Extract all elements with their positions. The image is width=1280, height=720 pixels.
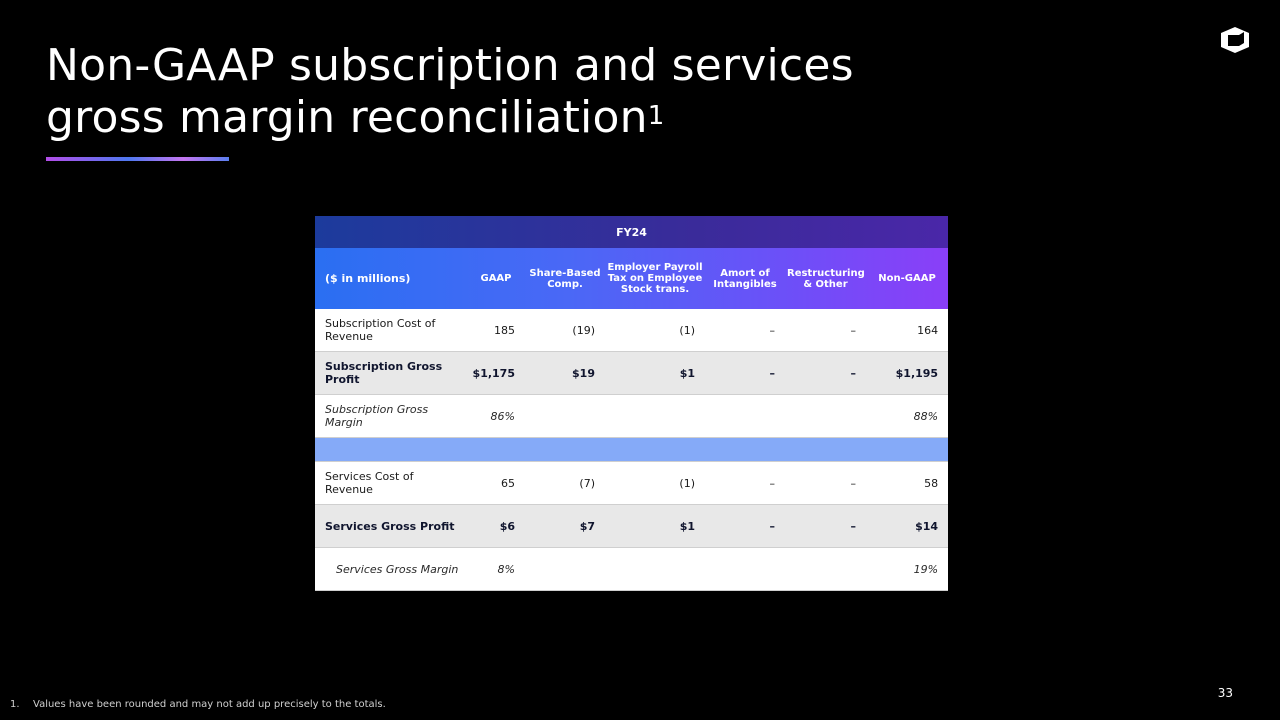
col-header-amort-intangibles: Amort of Intangibles	[713, 267, 777, 290]
cell-sbc	[525, 548, 605, 591]
cell-non-gaap: 164	[866, 309, 948, 352]
period-label: FY24	[315, 216, 948, 248]
page-title	[46, 40, 854, 144]
footnote-number: 1.	[10, 699, 20, 710]
cell-restructuring: –	[785, 352, 866, 395]
row-label: Services Gross Margin	[315, 548, 467, 591]
cell-payroll: $1	[605, 505, 705, 548]
cell-amort	[705, 548, 785, 591]
cell-gaap: 185	[467, 309, 525, 352]
title-line-2	[46, 92, 854, 144]
title-line-1: Non-GAAP subscription and services	[46, 40, 854, 91]
cell-sbc: (7)	[525, 462, 605, 505]
row-label: Services Cost of Revenue	[315, 462, 467, 505]
cell-gaap: $6	[467, 505, 525, 548]
cell-amort: –	[705, 309, 785, 352]
cell-non-gaap: 19%	[866, 548, 948, 591]
row-label: Services Gross Profit	[315, 505, 467, 548]
cell-amort	[705, 395, 785, 438]
cell-gaap: 65	[467, 462, 525, 505]
column-header-row	[315, 248, 948, 309]
col-header-gaap: GAAP	[480, 273, 512, 284]
title-accent-bar	[46, 157, 229, 161]
table-row	[315, 395, 948, 438]
cell-sbc: (19)	[525, 309, 605, 352]
title-line-2-text: gross margin reconciliation	[46, 92, 648, 143]
cell-payroll	[605, 395, 705, 438]
col-header-share-based-comp: Share-Based Comp.	[529, 267, 601, 290]
cell-amort: –	[705, 352, 785, 395]
row-label: Subscription Gross Margin	[315, 395, 467, 438]
cell-restructuring: –	[785, 309, 866, 352]
title-footnote-ref: 1	[647, 101, 665, 131]
cell-amort: –	[705, 462, 785, 505]
cell-sbc: $7	[525, 505, 605, 548]
cell-non-gaap: 88%	[866, 395, 948, 438]
cell-sbc: $19	[525, 352, 605, 395]
cell-payroll: $1	[605, 352, 705, 395]
cell-sbc	[525, 395, 605, 438]
cell-restructuring	[785, 548, 866, 591]
period-header-row	[315, 216, 948, 248]
table-row	[315, 548, 948, 591]
row-label: Subscription Gross Profit	[315, 352, 467, 395]
table-row	[315, 505, 948, 548]
footnote-text: Values have been rounded and may not add up precisely to the totals.	[33, 699, 386, 710]
section-divider-row	[315, 438, 948, 462]
cell-restructuring: –	[785, 462, 866, 505]
col-header-non-gaap: Non-GAAP	[878, 273, 936, 284]
cell-non-gaap: $1,195	[866, 352, 948, 395]
col-header-employer-payroll-tax: Employer Payroll Tax on Employee Stock trans.	[607, 262, 703, 295]
cell-payroll	[605, 548, 705, 591]
footnote	[10, 699, 386, 710]
page-number: 33	[1217, 686, 1233, 700]
reconciliation-table	[315, 216, 948, 591]
cell-gaap: 86%	[467, 395, 525, 438]
table-row	[315, 352, 948, 395]
col-header-units: ($ in millions)	[325, 272, 411, 285]
section-divider	[315, 438, 948, 462]
table-row	[315, 462, 948, 505]
cell-payroll: (1)	[605, 462, 705, 505]
cell-gaap: 8%	[467, 548, 525, 591]
cell-payroll: (1)	[605, 309, 705, 352]
cell-gaap: $1,175	[467, 352, 525, 395]
cube-logo-icon	[1220, 26, 1250, 54]
cell-restructuring	[785, 395, 866, 438]
cell-restructuring: –	[785, 505, 866, 548]
col-header-restructuring: Restructuring & Other	[787, 267, 865, 290]
table-row	[315, 309, 948, 352]
row-label: Subscription Cost of Revenue	[315, 309, 467, 352]
cell-non-gaap: $14	[866, 505, 948, 548]
cell-amort: –	[705, 505, 785, 548]
cell-non-gaap: 58	[866, 462, 948, 505]
